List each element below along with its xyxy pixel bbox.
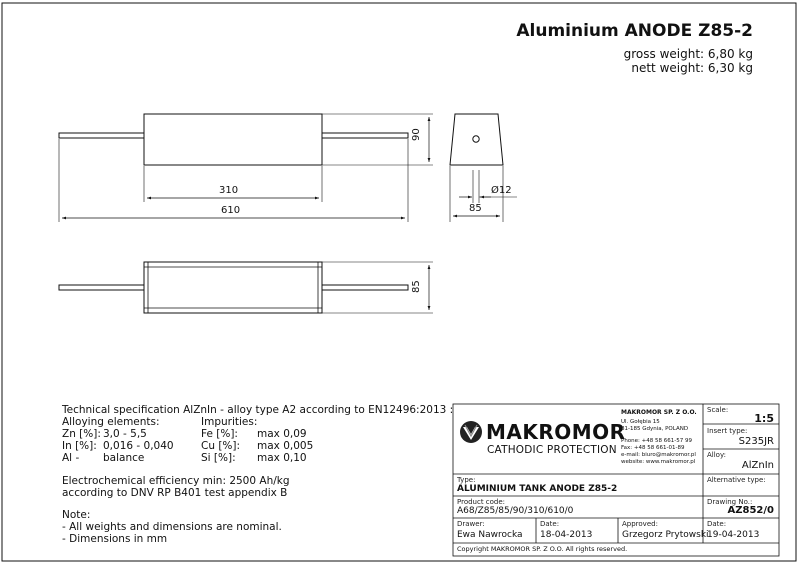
drawn-date-label: Date:	[540, 520, 560, 528]
company-name: MAKROMOR SP. Z O.O.	[621, 409, 697, 416]
drawing-number-value: AZ852/0	[727, 505, 774, 516]
impurity-value-cu: max 0,005	[257, 440, 314, 452]
anode-body-front	[144, 114, 322, 165]
company-website: website: www.makromor.pl	[621, 459, 696, 465]
anode-end-profile	[450, 114, 503, 165]
bottom-view	[59, 262, 433, 313]
scale-label: Scale:	[707, 406, 729, 414]
drawer-value: Ewa Nawrocka	[457, 530, 523, 540]
impurity-value-si: max 0,10	[257, 452, 307, 464]
type-value: ALUMINIUM TANK ANODE Z85-2	[457, 484, 618, 494]
core-bar-left	[59, 133, 144, 138]
note-line-2: - Dimensions in mm	[62, 533, 168, 545]
approved-date-label: Date:	[707, 520, 727, 528]
impurity-label-fe: Fe [%]:	[201, 428, 238, 440]
alloy-value-al: balance	[103, 452, 145, 464]
alloy-value-zn: 3,0 - 5,5	[103, 428, 147, 440]
brand-subtitle: CATHODIC PROTECTION	[487, 444, 617, 456]
alloy-label-zn: Zn [%]:	[62, 428, 101, 440]
insert-type-label: Insert type:	[707, 427, 748, 435]
spec-heading: Technical specification AlZnIn - alloy type A2 according to EN12496:2013 :	[62, 404, 454, 416]
product-code-value: A68/Z85/85/90/310/610/0	[457, 506, 574, 516]
end-view	[450, 114, 517, 222]
approved-value: Grzegorz Prytowski	[622, 530, 709, 540]
drawing-title: Aluminium ANODE Z85-2	[516, 21, 753, 41]
brand-name: MAKROMOR	[486, 420, 626, 444]
gross-weight: gross weight: 6,80 kg	[623, 47, 753, 61]
drawing-number-label: Drawing No.:	[707, 498, 753, 506]
efficiency-line-2: according to DNV RP B401 test appendix B	[62, 487, 288, 499]
alloying-title: Alloying elements:	[62, 416, 160, 428]
core-bar-right-bottom	[322, 285, 408, 290]
anode-body-bottom	[144, 262, 322, 313]
efficiency-line-1: Electrochemical efficiency min: 2500 Ah/kg	[62, 475, 290, 487]
company-fax: Fax: +48 58 661-01-89	[621, 445, 685, 451]
note-line-1: - All weights and dimensions are nominal.	[62, 521, 282, 533]
company-phone: Phone: +48 58 661-57 99	[621, 438, 692, 444]
dim-label-85-width: 85	[469, 203, 482, 214]
approved-label: Approved:	[622, 520, 658, 528]
address-line-2: 81-185 Gdynia, POLAND	[621, 426, 689, 432]
impurity-label-si: Si [%]:	[201, 452, 236, 464]
note-title: Note:	[62, 509, 91, 521]
company-email: e-mail: biuro@makromor.pl	[621, 452, 696, 458]
alloy-value: AlZnIn	[741, 460, 774, 471]
dim-label-diameter: Ø12	[491, 185, 512, 196]
insert-type-value: S235JR	[738, 436, 774, 447]
dim-label-610: 610	[221, 205, 241, 216]
alloy-value-in: 0,016 - 0,040	[103, 440, 174, 452]
copyright-notice: Copyright MAKROMOR SP. Z O.O. All rights reserved.	[457, 545, 628, 553]
approved-date-value: 19-04-2013	[707, 530, 760, 540]
type-label: Type:	[457, 476, 476, 484]
alloy-label-al: Al -	[62, 452, 80, 464]
nett-weight: nett weight: 6,30 kg	[631, 61, 753, 75]
impurity-value-fe: max 0,09	[257, 428, 307, 440]
dim-label-90: 90	[411, 128, 422, 141]
address-line-1: Ul. Gołębia 15	[621, 419, 660, 425]
product-code-label: Product code:	[457, 498, 506, 506]
drawer-label: Drawer:	[457, 520, 485, 528]
core-bar-left-bottom	[59, 285, 144, 290]
makromor-logo-icon	[460, 421, 482, 443]
drawn-date-value: 18-04-2013	[540, 530, 593, 540]
core-bar-right	[322, 133, 408, 138]
dim-label-310: 310	[219, 185, 239, 196]
dim-label-85-height: 85	[411, 280, 422, 293]
alloy-label-in: In [%]:	[62, 440, 97, 452]
front-view	[59, 114, 433, 222]
impurities-title: Impurities:	[201, 416, 258, 428]
scale-value: 1:5	[754, 412, 774, 425]
alloy-label: Alloy:	[707, 451, 726, 459]
alternative-type-label: Alternative type:	[707, 476, 766, 484]
impurity-label-cu: Cu [%]:	[201, 440, 241, 452]
